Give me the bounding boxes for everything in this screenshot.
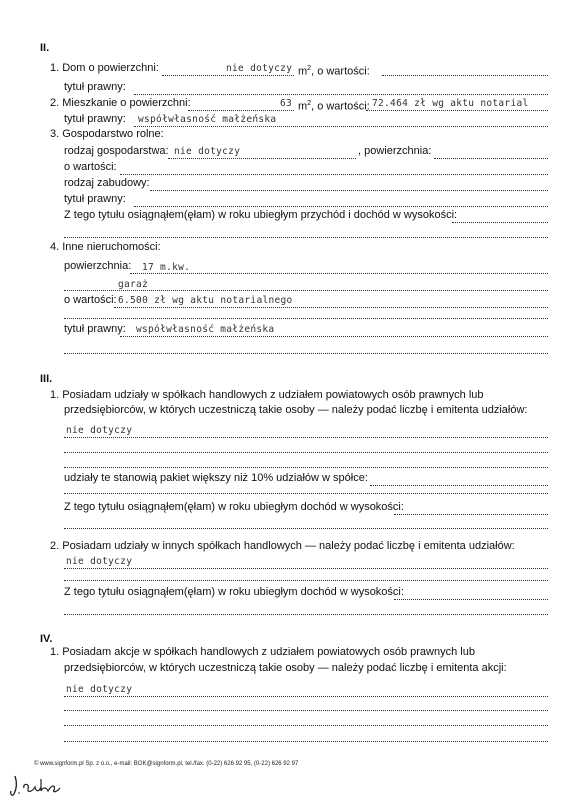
shares-item1-field-3	[64, 467, 548, 468]
farm-income-field	[452, 222, 548, 223]
other-desc-value: garaż	[118, 279, 149, 290]
stocks-item1-field-2	[64, 710, 548, 711]
house-area-value: nie dotyczy	[226, 63, 293, 74]
farm-value-label: o wartości:	[64, 161, 117, 173]
farm-buildings-field	[150, 190, 548, 191]
m2-unit: m	[298, 100, 308, 113]
flat-title-label: tytuł prawny:	[64, 113, 126, 125]
stocks-item1-field-4	[64, 741, 548, 742]
farm-area-label: , powierzchnia:	[358, 145, 432, 157]
other-value-field-2	[64, 318, 548, 319]
farm-title-label: tytuł prawny:	[64, 193, 126, 205]
other-value-label: o wartości:	[64, 294, 117, 306]
shares-item2-field-2	[64, 580, 548, 581]
other-title-label: tytuł prawny:	[64, 323, 126, 335]
other-value-value: 6.500 zł wg aktu notarialnego	[118, 295, 293, 306]
section-ii-heading: II.	[40, 42, 50, 54]
farm-label: 3. Gospodarstwo rolne:	[50, 128, 164, 140]
farm-title-field	[134, 206, 548, 207]
flat-title-value: współwłasność małżeńska	[138, 114, 277, 125]
stocks-item1-field-1	[64, 696, 548, 697]
other-desc-field	[64, 290, 548, 291]
stocks-item1-line2: przedsiębiorców, w których uczestniczą takie osoby — należy podać liczbę i emitenta akcji:	[64, 662, 507, 674]
flat-area-label: 2. Mieszkanie o powierzchni:	[50, 97, 191, 109]
shares-item1-field-2	[64, 452, 548, 453]
house-area-field	[162, 75, 294, 76]
other-property-label: 4. Inne nieruchomości:	[50, 241, 161, 253]
m2-unit: m	[298, 65, 308, 78]
shares-income1-label: Z tego tytułu osiągnąłem(ęłam) w roku ubiegłym dochód w wysokości:	[64, 501, 404, 513]
flat-title-field	[134, 126, 548, 127]
other-title-field-2	[64, 353, 548, 354]
shares-package-field	[370, 485, 548, 486]
house-value-tail: , o wartości:	[311, 65, 370, 78]
flat-value-field	[366, 110, 548, 111]
flat-value-tail: , o wartości:	[311, 100, 370, 113]
stocks-item1-line1: 1. Posiadam akcje w spółkach handlowych z udziałem powiatowych osób prawnych lub	[50, 646, 475, 658]
shares-item2-value: nie dotyczy	[66, 556, 133, 567]
signature-initials	[8, 772, 64, 798]
other-title-field	[120, 336, 548, 337]
shares-item1-field-1	[64, 437, 548, 438]
flat-value-value: 72.464 zł wg aktu notarial	[372, 98, 529, 109]
section-iv-heading: IV.	[40, 633, 53, 645]
farm-buildings-label: rodzaj zabudowy:	[64, 177, 150, 189]
m2-superscript: 2	[307, 65, 312, 72]
farm-area-field	[434, 158, 548, 159]
other-area-field	[130, 273, 548, 274]
shares-income1-field	[394, 514, 548, 515]
shares-item1-value: nie dotyczy	[66, 425, 133, 436]
shares-income2-field-2	[64, 614, 548, 615]
other-value-field	[114, 307, 548, 308]
shares-item1-line1: 1. Posiadam udziały w spółkach handlowych z udziałem powiatowych osób prawnych lub	[50, 389, 484, 401]
shares-income2-label: Z tego tytułu osiągnąłem(ęłam) w roku ubiegłym dochód w wysokości:	[64, 586, 404, 598]
shares-income2-field	[394, 599, 548, 600]
stocks-item1-field-3	[64, 725, 548, 726]
other-area-value: 17 m.kw.	[142, 262, 191, 273]
shares-income1-field-2	[64, 528, 548, 529]
house-title-label: tytuł prawny:	[64, 81, 126, 93]
farm-type-field	[168, 158, 356, 159]
house-value-field	[382, 75, 548, 76]
shares-item1-line2: przedsiębiorców, w których uczestniczą takie osoby — należy podać liczbę i emitenta udziałów:	[64, 404, 528, 416]
farm-value-field	[120, 174, 548, 175]
farm-income-label: Z tego tytułu osiągnąłem(ęłam) w roku ubiegłym przychód i dochód w wysokości:	[64, 209, 458, 221]
shares-package-field-2	[64, 493, 548, 494]
shares-item2-line: 2. Posiadam udziały w innych spółkach handlowych — należy podać liczbę i emitenta udziałów:	[50, 540, 515, 552]
farm-type-value: nie dotyczy	[174, 146, 241, 157]
farm-income-field-2	[64, 237, 548, 238]
flat-value-label	[298, 97, 370, 114]
shares-item2-field-1	[64, 568, 548, 569]
shares-package-label: udziały te stanowią pakiet większy niż 10% udziałów w spółce:	[64, 472, 368, 484]
house-title-field	[134, 94, 548, 95]
flat-area-value: 63	[280, 98, 293, 109]
house-area-label: 1. Dom o powierzchni:	[50, 62, 159, 74]
other-area-label: powierzchnia:	[64, 260, 132, 272]
section-iii-heading: III.	[40, 373, 53, 385]
other-title-value: współwłasność małżeńska	[136, 324, 275, 335]
stocks-item1-value: nie dotyczy	[66, 684, 133, 695]
footer-imprint: © www.signform.pl Sp. z o.o., e-mail: BOK@signform.pl, tel./fax. (0-22) 626 92 95, (0-22) 626 92 97	[34, 761, 299, 767]
house-value-label	[298, 62, 370, 79]
farm-type-label: rodzaj gospodarstwa:	[64, 145, 169, 157]
flat-area-field	[188, 110, 294, 111]
m2-superscript: 2	[307, 100, 312, 107]
